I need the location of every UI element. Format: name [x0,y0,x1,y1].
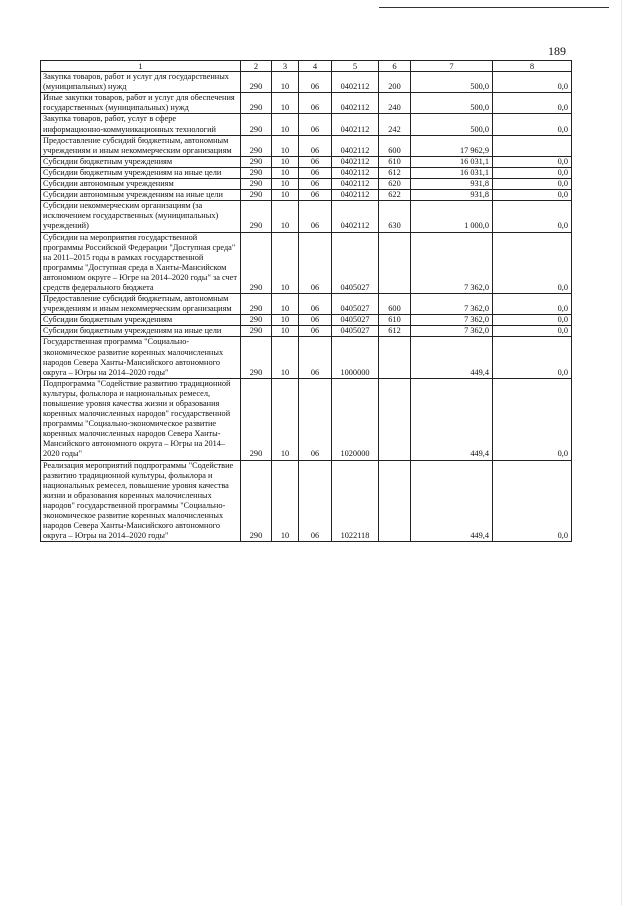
subsection-cell: 06 [299,201,332,232]
amount-cell: 16 031,1 [411,167,493,178]
amount-secondary-cell: 0,0 [493,378,572,460]
section-cell: 10 [272,93,299,114]
section-cell: 10 [272,179,299,190]
amount-cell: 7 362,0 [411,315,493,326]
subsection-cell: 06 [299,460,332,542]
amount-cell: 500,0 [411,93,493,114]
section-cell: 10 [272,326,299,337]
table-row [41,114,572,135]
admin-code-cell: 290 [241,114,272,135]
amount-cell: 1 000,0 [411,201,493,232]
header-cell: 2 [241,61,272,72]
expense-type-cell: 600 [379,294,411,315]
amount-cell: 931,8 [411,179,493,190]
subsection-cell: 06 [299,179,332,190]
expense-type-cell: 610 [379,156,411,167]
subsection-cell: 06 [299,294,332,315]
amount-secondary-cell: 0,0 [493,232,572,294]
header-cell: 8 [493,61,572,72]
amount-secondary-cell: 0,0 [493,93,572,114]
admin-code-cell: 290 [241,179,272,190]
target-article-cell: 0402112 [332,93,379,114]
target-article-cell: 0402112 [332,135,379,156]
subsection-cell: 06 [299,337,332,378]
top-rule [379,7,609,8]
header-cell: 1 [41,61,241,72]
expense-type-cell: 240 [379,93,411,114]
expense-type-cell [379,232,411,294]
amount-secondary-cell: 0,0 [493,337,572,378]
target-article-cell: 0402112 [332,201,379,232]
amount-cell: 7 362,0 [411,294,493,315]
target-article-cell: 1000000 [332,337,379,378]
amount-cell: 17 962,9 [411,135,493,156]
section-cell: 10 [272,232,299,294]
amount-cell: 500,0 [411,72,493,93]
subsection-cell: 06 [299,72,332,93]
expense-type-cell [379,337,411,378]
table-row [41,337,572,378]
row-name-cell: Подпрограмма "Содействие развитию традиционной культуры, фольклора и национальных ремесел, повышение уровня качества жизни и образования коренных малочисленных народов" государственной программы "Социально-экономическое развитие коренных малочисленных народов Севера Ханты-Мансийского автономного округа – Югры на 2014–2020 годы" [41,378,241,460]
admin-code-cell: 290 [241,156,272,167]
table-row [41,460,572,542]
table-row [41,93,572,114]
amount-secondary-cell: 0,0 [493,460,572,542]
table-row [41,378,572,460]
amount-secondary-cell: 0,0 [493,156,572,167]
target-article-cell: 0402112 [332,190,379,201]
header-cell: 4 [299,61,332,72]
target-article-cell: 0402112 [332,72,379,93]
page-number: 189 [548,44,566,58]
amount-secondary-cell: 0,0 [493,294,572,315]
table-row [41,167,572,178]
admin-code-cell: 290 [241,337,272,378]
row-name-cell: Субсидии бюджетным учреждениям на иные цели [41,326,241,337]
target-article-cell: 0405027 [332,232,379,294]
scan-edge [621,0,622,905]
amount-secondary-cell: 0,0 [493,167,572,178]
table-row [41,326,572,337]
admin-code-cell: 290 [241,190,272,201]
target-article-cell: 0402112 [332,156,379,167]
expense-type-cell: 600 [379,135,411,156]
header-cell: 3 [272,61,299,72]
row-name-cell: Реализация мероприятий подпрограммы "Содействие развитию традиционной культуры, фольклора и национальных ремесел, повышение уровня качества жизни и образования коренных малочисленных народов" государственной программы "Социально-экономическое развитие коренных малочисленных народов Севера Ханты-Мансийского автономного округа – Югры на 2014–2020 годы" [41,460,241,542]
subsection-cell: 06 [299,93,332,114]
expense-type-cell: 630 [379,201,411,232]
header-cell: 6 [379,61,411,72]
subsection-cell: 06 [299,156,332,167]
row-name-cell: Субсидии автономным учреждениям [41,179,241,190]
table-row [41,72,572,93]
target-article-cell: 0402112 [332,167,379,178]
expense-type-cell: 622 [379,190,411,201]
admin-code-cell: 290 [241,294,272,315]
row-name-cell: Государственная программа "Социально-экономическое развитие коренных малочисленных народов Севера Ханты-Мансийского автономного округа – Югры на 2014–2020 годы" [41,337,241,378]
row-name-cell: Иные закупки товаров, работ и услуг для обеспечения государственных (муниципальных) нужд [41,93,241,114]
section-cell: 10 [272,201,299,232]
table-row [41,156,572,167]
amount-secondary-cell: 0,0 [493,326,572,337]
expense-type-cell: 610 [379,315,411,326]
amount-cell: 16 031,1 [411,156,493,167]
budget-table [40,60,572,542]
admin-code-cell: 290 [241,315,272,326]
admin-code-cell: 290 [241,232,272,294]
header-cell: 5 [332,61,379,72]
table-row [41,315,572,326]
subsection-cell: 06 [299,114,332,135]
target-article-cell: 0405027 [332,326,379,337]
table-row [41,294,572,315]
subsection-cell: 06 [299,232,332,294]
table-row [41,190,572,201]
row-name-cell: Субсидии автономным учреждениям на иные цели [41,190,241,201]
amount-secondary-cell: 0,0 [493,315,572,326]
header-row [41,61,572,72]
section-cell: 10 [272,378,299,460]
amount-cell: 500,0 [411,114,493,135]
target-article-cell: 0402112 [332,179,379,190]
admin-code-cell: 290 [241,167,272,178]
amount-cell: 449,4 [411,337,493,378]
admin-code-cell: 290 [241,93,272,114]
subsection-cell: 06 [299,378,332,460]
table-row [41,179,572,190]
amount-cell: 7 362,0 [411,232,493,294]
subsection-cell: 06 [299,135,332,156]
row-name-cell: Субсидии бюджетным учреждениям [41,315,241,326]
section-cell: 10 [272,315,299,326]
section-cell: 10 [272,167,299,178]
expense-type-cell [379,378,411,460]
expense-type-cell: 242 [379,114,411,135]
expense-type-cell: 612 [379,167,411,178]
row-name-cell: Закупка товаров, работ и услуг для государственных (муниципальных) нужд [41,72,241,93]
amount-cell: 931,8 [411,190,493,201]
row-name-cell: Предоставление субсидий бюджетным, автономным учреждениям и иным некоммерческим организациям [41,135,241,156]
amount-secondary-cell: 0,0 [493,179,572,190]
amount-cell: 449,4 [411,460,493,542]
amount-secondary-cell [493,135,572,156]
admin-code-cell: 290 [241,201,272,232]
subsection-cell: 06 [299,190,332,201]
expense-type-cell: 612 [379,326,411,337]
target-article-cell: 1022118 [332,460,379,542]
table-row [41,135,572,156]
admin-code-cell: 290 [241,326,272,337]
amount-secondary-cell: 0,0 [493,190,572,201]
row-name-cell: Закупка товаров, работ, услуг в сфере информационно-коммуникационных технологий [41,114,241,135]
header-cell: 7 [411,61,493,72]
row-name-cell: Субсидии на мероприятия государственной программы Российской Федерации "Доступная среда" на 2011–2015 годы в рамках государственной программы "Доступная среда в Ханты-Мансийском автономном округе – Югре на 2014–2020 годы" за счет средств федерального бюджета [41,232,241,294]
section-cell: 10 [272,156,299,167]
section-cell: 10 [272,114,299,135]
row-name-cell: Субсидии бюджетным учреждениям на иные цели [41,167,241,178]
subsection-cell: 06 [299,315,332,326]
subsection-cell: 06 [299,167,332,178]
expense-type-cell: 620 [379,179,411,190]
target-article-cell: 0405027 [332,294,379,315]
expense-type-cell [379,460,411,542]
amount-secondary-cell: 0,0 [493,114,572,135]
expense-type-cell: 200 [379,72,411,93]
admin-code-cell: 290 [241,72,272,93]
section-cell: 10 [272,294,299,315]
section-cell: 10 [272,72,299,93]
admin-code-cell: 290 [241,378,272,460]
row-name-cell: Субсидии некоммерческим организациям (за исключением государственных (муниципальных) учреждений) [41,201,241,232]
section-cell: 10 [272,460,299,542]
target-article-cell: 0402112 [332,114,379,135]
row-name-cell: Субсидии бюджетным учреждениям [41,156,241,167]
admin-code-cell: 290 [241,135,272,156]
table-row [41,232,572,294]
amount-secondary-cell: 0,0 [493,72,572,93]
row-name-cell: Предоставление субсидий бюджетным, автономным учреждениям и иным некоммерческим организациям [41,294,241,315]
amount-cell: 449,4 [411,378,493,460]
target-article-cell: 1020000 [332,378,379,460]
amount-cell: 7 362,0 [411,326,493,337]
section-cell: 10 [272,337,299,378]
subsection-cell: 06 [299,326,332,337]
table-row [41,201,572,232]
section-cell: 10 [272,190,299,201]
section-cell: 10 [272,135,299,156]
admin-code-cell: 290 [241,460,272,542]
target-article-cell: 0405027 [332,315,379,326]
amount-secondary-cell: 0,0 [493,201,572,232]
